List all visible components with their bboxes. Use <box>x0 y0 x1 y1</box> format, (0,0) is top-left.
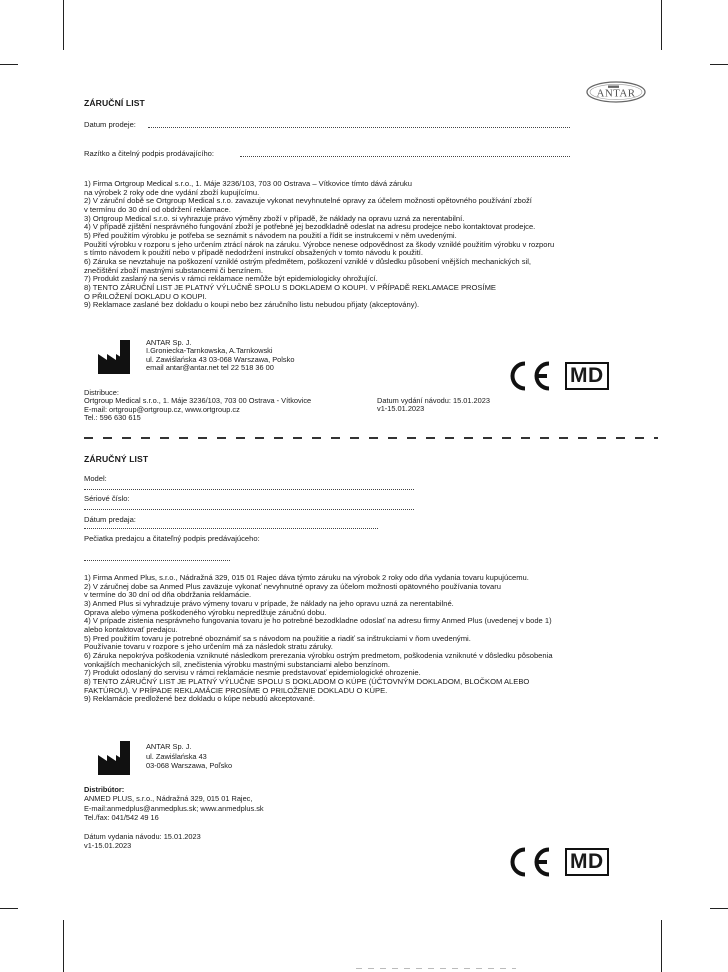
crop-mark <box>0 64 18 65</box>
cz-term-line: 3) Ortgroup Medical s.r.o. si vyhrazuje právo výměny zboží v případě, že náklady na opravu uzná za nerentabilní. <box>84 213 465 223</box>
cz-stamp-label: Razítko a čitelný podpis prodávajícího: <box>84 149 215 158</box>
sk-manufacturer-line: ANTAR Sp. J. <box>146 742 192 751</box>
cz-term-line: znečištění zboží mastnými substancemi či benzínem. <box>84 265 263 275</box>
cz-term-line: 4) V případě zjištění nesprávného fungování zboží je potřebné jej bezodkladně odeslat na adresu prodejce nebo kontaktovat prodejce. <box>84 222 536 232</box>
cz-term-line: 8) TENTO ZÁRUČNÍ LIST JE PLATNÝ VÝLUČNĚ SPOLU S DOKLADEM O KOUPI. V PŘÍPADĚ REKLAMACE PROSÍME <box>84 282 496 292</box>
md-mark: MD <box>565 848 609 876</box>
sk-term-line: v termíne do 30 dní od dňa obdržania reklamácie. <box>84 590 252 600</box>
crop-mark <box>710 908 728 909</box>
print-registration-mark <box>356 968 516 969</box>
cz-manufacturer-line: email antar@antar.net tel 22 518 36 00 <box>146 363 274 373</box>
cz-term-line: 5) Před použitím výrobku je potřeba se seznámit s návodem na použití a řídit se instrukcemi v něm uvedenými. <box>84 230 457 240</box>
sk-manufacturer <box>146 742 232 771</box>
sk-term-line: Používanie tovaru v rozpore s jeho určením má za následok stratu záruky. <box>84 642 333 652</box>
crop-mark <box>661 0 662 50</box>
sk-manufacturer-line: 03-068 Warszawa, Poľsko <box>146 761 233 771</box>
cz-distribution-line: Tel.: 596 630 615 <box>84 413 141 423</box>
cz-term-line: O PŘILOŽENÍ DOKLADU O KOUPI. <box>84 291 207 301</box>
cz-issue <box>377 397 490 414</box>
crop-mark <box>63 920 64 972</box>
md-mark: MD <box>565 362 609 390</box>
cz-term-line: Použití výrobku v rozporu s jeho určením ztrácí nárok na záruku. Výrobce nenese odpovědnost za škody vzniklé použitím výrobku v rozporu <box>84 239 555 249</box>
cz-term-line: v termínu do 30 dní od obdržení reklamace. <box>84 204 231 214</box>
cz-term-line: 7) Produkt zaslaný na servis v rámci reklamace nemůže být epidemiologicky ohrožující. <box>84 274 378 284</box>
sk-stamp-field[interactable] <box>84 560 230 561</box>
sk-stamp-label: Pečiatka predajcu a čitateľný podpis predávajúceho: <box>84 534 260 543</box>
sk-term-line: vonkajších mechanických síl, znečistenia výrobku mastnými substanciami alebo benzínom. <box>84 659 390 669</box>
cz-term-line: 6) Záruka se nevztahuje na poškození vzniklé ostrým předmětem, poškození vzniklé v důsledku působení vnějších mechanických sil, <box>84 256 531 266</box>
antar-logo <box>585 80 647 109</box>
sk-date-field[interactable] <box>84 528 378 529</box>
cz-date-label: Datum prodeje: <box>84 120 136 129</box>
cz-distribution <box>84 389 311 423</box>
sk-term-line: 5) Pred použitím tovaru je potrebné oboznámiť sa s návodom na použitie a riadiť sa inštrukciami v ňom uvedenými. <box>84 633 471 643</box>
cz-distribution-line: Distribuce: <box>84 388 119 397</box>
sk-distributor-title: Distribútor: <box>84 785 125 794</box>
cz-date-field[interactable] <box>148 127 570 128</box>
cz-issue-version: v1-15.01.2023 <box>377 404 425 414</box>
sk-distributor-line: ANMED PLUS, s.r.o., Nádražná 329, 015 01 Rajec, <box>84 794 253 804</box>
sk-model-field[interactable] <box>84 489 414 490</box>
crop-mark <box>63 0 64 50</box>
antar-logo-text: ANTAR <box>596 87 636 100</box>
cz-manufacturer-line: ul. Zawiślańska 43 03-068 Warszawa, Polsko <box>146 354 295 364</box>
cz-term-line: 1) Firma Ortgroup Medical s.r.o., 1. Máje 3236/103, 703 00 Ostrava – Vítkovice tímto dává záruku <box>84 179 412 188</box>
ce-mark-icon <box>505 361 551 391</box>
sk-term-line: FAKTÚROU). V PRÍPADE REKLAMÁCIE PROSÍME O PRILOŽENIE DOKLADU O KÚPE. <box>84 685 388 695</box>
crop-mark <box>710 64 728 65</box>
sk-issue <box>84 832 201 851</box>
cz-title: ZÁRUČNÍ LIST <box>84 98 145 108</box>
cz-manufacturer <box>146 339 294 373</box>
cz-term-line: 2) V záruční době se Ortgroup Medical s.r.o. zavazuje vykonat nevyhnutelné opravy za účelem možnosti opětovného používání zboží <box>84 196 532 206</box>
sk-term-line: 9) Reklamácie predložené bez dokladu o kúpe nebudú akceptované. <box>84 694 315 704</box>
cz-term-line: s tímto návodem k použití nebo v případě nedodržení instrukcí obsažených v tomto návodu k použití. <box>84 248 423 258</box>
manufacturer-icon <box>98 340 132 379</box>
sk-distributor <box>84 785 264 823</box>
sk-serial-label: Sériové číslo: <box>84 494 130 503</box>
sk-term-line: Oprava alebo výmena poškodeného výrobku nepredlžuje záručnú dobu. <box>84 607 327 617</box>
sk-distributor-line: Tel./fax: 041/542 49 16 <box>84 813 159 823</box>
cz-term-line: na výrobek 2 roky ode dne vydání zboží kupujícímu. <box>84 187 260 197</box>
sk-term-line: 4) V prípade zistenia nesprávneho fungovania tovaru je ho potrebné bezodkladne odoslať na adresu firmy Anmed Plus (uvedenej v bode 1) <box>84 616 552 626</box>
sk-manufacturer-line: ul. Zawiślańska 43 <box>146 751 207 761</box>
sk-term-line: 7) Produkt odoslaný do servisu v rámci reklamácie nesmie predstavovať epidemiologické ohrozenie. <box>84 668 421 678</box>
cz-distribution-line: E-mail: ortgroup@ortgroup.cz, www.ortgroup.cz <box>84 404 240 414</box>
manufacturer-icon <box>98 741 132 780</box>
sk-term-line: 6) Záruka nepokrýva poškodenia vzniknuté následkom prerezania výrobku ostrým predmetom, poškodenia vzniknuté v dôsledku pôsobenia <box>84 650 553 660</box>
cut-line <box>84 437 658 439</box>
cz-stamp-field[interactable] <box>240 156 570 157</box>
sk-issue-date: Dátum vydania návodu: 15.01.2023 <box>84 832 201 841</box>
sk-issue-version: v1-15.01.2023 <box>84 841 132 851</box>
cz-manufacturer-line: I.Groniecka-Tarnkowska, A.Tarnkowski <box>146 346 273 356</box>
sk-term-line: 1) Firma Anmed Plus, s.r.o., Nádražná 329, 015 01 Rajec dáva týmto záruku na výrobok 2 roky odo dňa vydania tovaru kupujúcemu. <box>84 573 529 582</box>
ce-mark-icon <box>505 847 551 877</box>
cz-issue-date: Datum vydání návodu: 15.01.2023 <box>377 396 490 405</box>
sk-ce-md-marks <box>505 847 609 877</box>
sk-term-line: 2) V záručnej dobe sa Anmed Plus zaväzuje vykonať nevyhnutné opravy za účelom možnosti opätovného používania tovaru <box>84 581 501 591</box>
sk-title: ZÁRUČNÝ LIST <box>84 454 149 464</box>
sk-term-line: alebo kontaktovať predajcu. <box>84 624 178 634</box>
sk-term-line: 8) TENTO ZÁRUČNÝ LIST JE PLATNÝ VÝLUČNE SPOLU S DOKLADOM O KÚPE (ÚČTOVNÝM DOKLADOM, BLOČKOM ALEBO <box>84 676 530 686</box>
crop-mark <box>661 920 662 972</box>
sk-serial-field[interactable] <box>84 509 414 510</box>
sk-term-line: 3) Anmed Plus si vyhradzuje právo výmeny tovaru v prípade, že náklady na jeho opravu uzná za nerentabilné. <box>84 598 454 608</box>
cz-term-line: 9) Reklamace zaslané bez dokladu o koupi nebo bez záručního listu nebudou přijaty (akceptovány). <box>84 300 420 310</box>
crop-mark <box>0 908 18 909</box>
cz-manufacturer-line: ANTAR Sp. J. <box>146 338 192 347</box>
sk-date-label: Dátum predaja: <box>84 515 136 524</box>
sk-model-label: Model: <box>84 474 107 483</box>
cz-ce-md-marks <box>505 361 609 391</box>
cz-terms <box>84 180 664 310</box>
sk-terms <box>84 574 664 704</box>
cz-distribution-line: Ortgroup Medical s.r.o., 1. Máje 3236/103, 703 00 Ostrava - Vítkovice <box>84 396 312 406</box>
sk-distributor-line: E-mail:anmedplus@anmedplus.sk; www.anmedplus.sk <box>84 803 264 813</box>
